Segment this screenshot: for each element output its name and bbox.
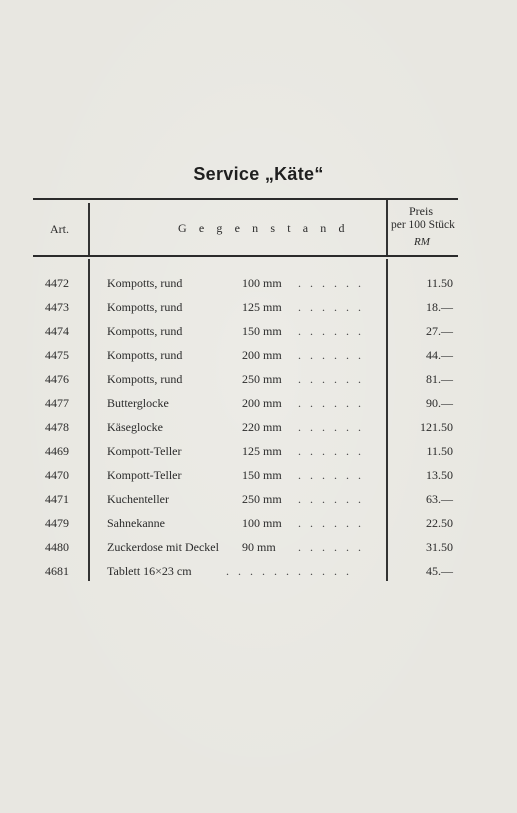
art-number: 4472 — [45, 276, 69, 290]
item-size: 200 mm — [242, 348, 282, 362]
table-row — [0, 540, 517, 564]
item-name: Butterglocke — [107, 396, 169, 410]
item-size: 250 mm — [242, 372, 282, 386]
table-row — [0, 372, 517, 396]
item-size: 200 mm — [242, 396, 282, 410]
table-header-rule — [33, 255, 458, 257]
table-row — [0, 564, 517, 588]
item-size: 90 mm — [242, 540, 276, 554]
dot-leader: . . . . . . — [298, 324, 364, 338]
item-size: 125 mm — [242, 300, 282, 314]
item-name: Kompotts, rund — [107, 324, 183, 338]
art-number: 4474 — [45, 324, 69, 338]
table-row — [0, 348, 517, 372]
item-name: Kompott-Teller — [107, 444, 182, 458]
item-name: Kompotts, rund — [107, 300, 183, 314]
item-name: Kompotts, rund — [107, 372, 183, 386]
table-row — [0, 468, 517, 492]
item-price: 11.50 — [426, 444, 453, 458]
item-size: 150 mm — [242, 324, 282, 338]
column-divider-art — [88, 203, 90, 255]
item-name: Käseglocke — [107, 420, 163, 434]
item-price: 27.— — [426, 324, 453, 338]
item-name: Zuckerdose mit Deckel — [107, 540, 219, 554]
dot-leader: . . . . . . — [298, 348, 364, 362]
item-name: Kompotts, rund — [107, 276, 183, 290]
item-name: Kuchenteller — [107, 492, 169, 506]
item-size: 100 mm — [242, 516, 282, 530]
art-number: 4477 — [45, 396, 69, 410]
table-row — [0, 276, 517, 300]
dot-leader: . . . . . . . . . . . — [226, 564, 352, 578]
dot-leader: . . . . . . — [298, 468, 364, 482]
page-title: Service „Käte“ — [193, 164, 324, 184]
table-row — [0, 492, 517, 516]
item-price: 31.50 — [426, 540, 453, 554]
header-currency: RM — [414, 236, 430, 248]
art-number: 4479 — [45, 516, 69, 530]
item-price: 121.50 — [420, 420, 453, 434]
art-number: 4469 — [45, 444, 69, 458]
item-name: Kompott-Teller — [107, 468, 182, 482]
dot-leader: . . . . . . — [298, 540, 364, 554]
art-number: 4480 — [45, 540, 69, 554]
dot-leader: . . . . . . — [298, 420, 364, 434]
table-top-rule — [33, 198, 458, 200]
dot-leader: . . . . . . — [298, 276, 364, 290]
item-price: 45.— — [426, 564, 453, 578]
dot-leader: . . . . . . — [298, 444, 364, 458]
art-number: 4471 — [45, 492, 69, 506]
dot-leader: . . . . . . — [298, 372, 364, 386]
table-row — [0, 444, 517, 468]
item-price: 11.50 — [426, 276, 453, 290]
header-per-100: per 100 Stück — [391, 219, 455, 231]
table-row — [0, 420, 517, 444]
item-price: 44.— — [426, 348, 453, 362]
art-number: 4478 — [45, 420, 69, 434]
art-number: 4473 — [45, 300, 69, 314]
table-row — [0, 324, 517, 348]
item-size: 250 mm — [242, 492, 282, 506]
item-price: 13.50 — [426, 468, 453, 482]
column-divider-price — [386, 200, 388, 255]
dot-leader: . . . . . . — [298, 492, 364, 506]
item-size: 100 mm — [242, 276, 282, 290]
header-gegenstand: G e g e n s t a n d — [178, 221, 350, 235]
item-price: 90.— — [426, 396, 453, 410]
table-row — [0, 300, 517, 324]
header-art: Art. — [50, 222, 69, 236]
art-number: 4681 — [45, 564, 69, 578]
table-row — [0, 516, 517, 540]
dot-leader: . . . . . . — [298, 396, 364, 410]
item-size: 125 mm — [242, 444, 282, 458]
art-number: 4475 — [45, 348, 69, 362]
item-size: 220 mm — [242, 420, 282, 434]
table-row — [0, 396, 517, 420]
item-name: Tablett 16×23 cm — [107, 564, 192, 578]
item-size: 150 mm — [242, 468, 282, 482]
dot-leader: . . . . . . — [298, 516, 364, 530]
item-price: 81.— — [426, 372, 453, 386]
item-price: 22.50 — [426, 516, 453, 530]
item-name: Sahnekanne — [107, 516, 165, 530]
item-price: 18.— — [426, 300, 453, 314]
art-number: 4476 — [45, 372, 69, 386]
item-price: 63.— — [426, 492, 453, 506]
item-name: Kompotts, rund — [107, 348, 183, 362]
header-preis: Preis — [409, 204, 433, 218]
art-number: 4470 — [45, 468, 69, 482]
dot-leader: . . . . . . — [298, 300, 364, 314]
